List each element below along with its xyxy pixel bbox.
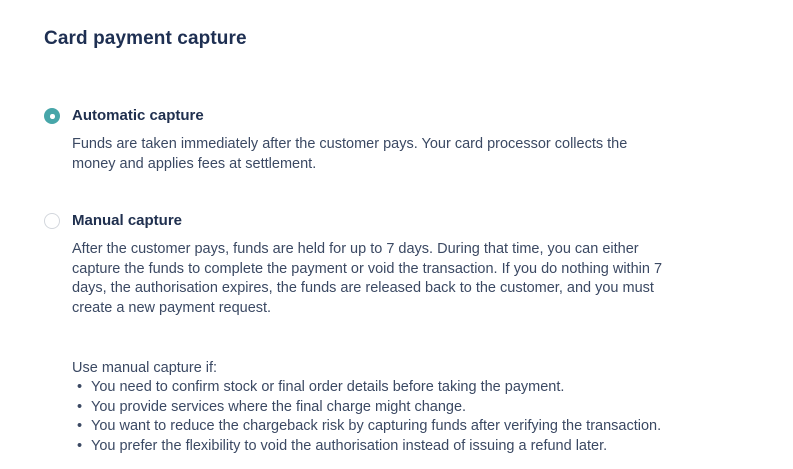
option-manual-description: After the customer pays, funds are held for up to 7 days. During that time, you can either capture the funds to complete the payment or void the transaction. If you do nothing within 7 days, the authorisation expires, the funds are released back to the customer, and you must create a new payment request. xyxy=(72,241,663,316)
usage-bullet-item: • You provide services where the final charge might change. xyxy=(72,398,674,418)
radio-automatic-capture-icon[interactable] xyxy=(44,108,60,124)
manual-usage-heading: Use manual capture if: xyxy=(72,359,218,376)
manual-usage-block xyxy=(72,359,674,457)
option-automatic-capture xyxy=(44,108,753,174)
option-automatic-description: Funds are taken immediately after the customer pays. Your card processor collects the money and applies fees at settlement. xyxy=(72,136,628,172)
page-title: Card payment capture xyxy=(44,28,247,49)
radio-manual-capture-icon[interactable] xyxy=(44,213,60,229)
option-automatic-body xyxy=(72,135,674,174)
option-automatic-label[interactable]: Automatic capture xyxy=(72,107,204,124)
usage-bullet-item: • You want to reduce the chargeback risk by capturing funds after verifying the transaction. xyxy=(72,417,674,437)
option-manual-header[interactable] xyxy=(44,213,753,229)
capture-mode-radio-group xyxy=(44,108,753,457)
manual-usage-list xyxy=(72,378,674,456)
option-manual-label[interactable]: Manual capture xyxy=(72,212,183,230)
usage-bullet-item: • You prefer the flexibility to void the authorisation instead of issuing a refund later. xyxy=(72,437,674,457)
option-manual-body xyxy=(72,240,674,456)
usage-bullet-item: • You need to confirm stock or final order details before taking the payment. xyxy=(72,378,674,398)
option-automatic-header[interactable] xyxy=(44,108,753,124)
option-manual-capture xyxy=(44,213,753,456)
